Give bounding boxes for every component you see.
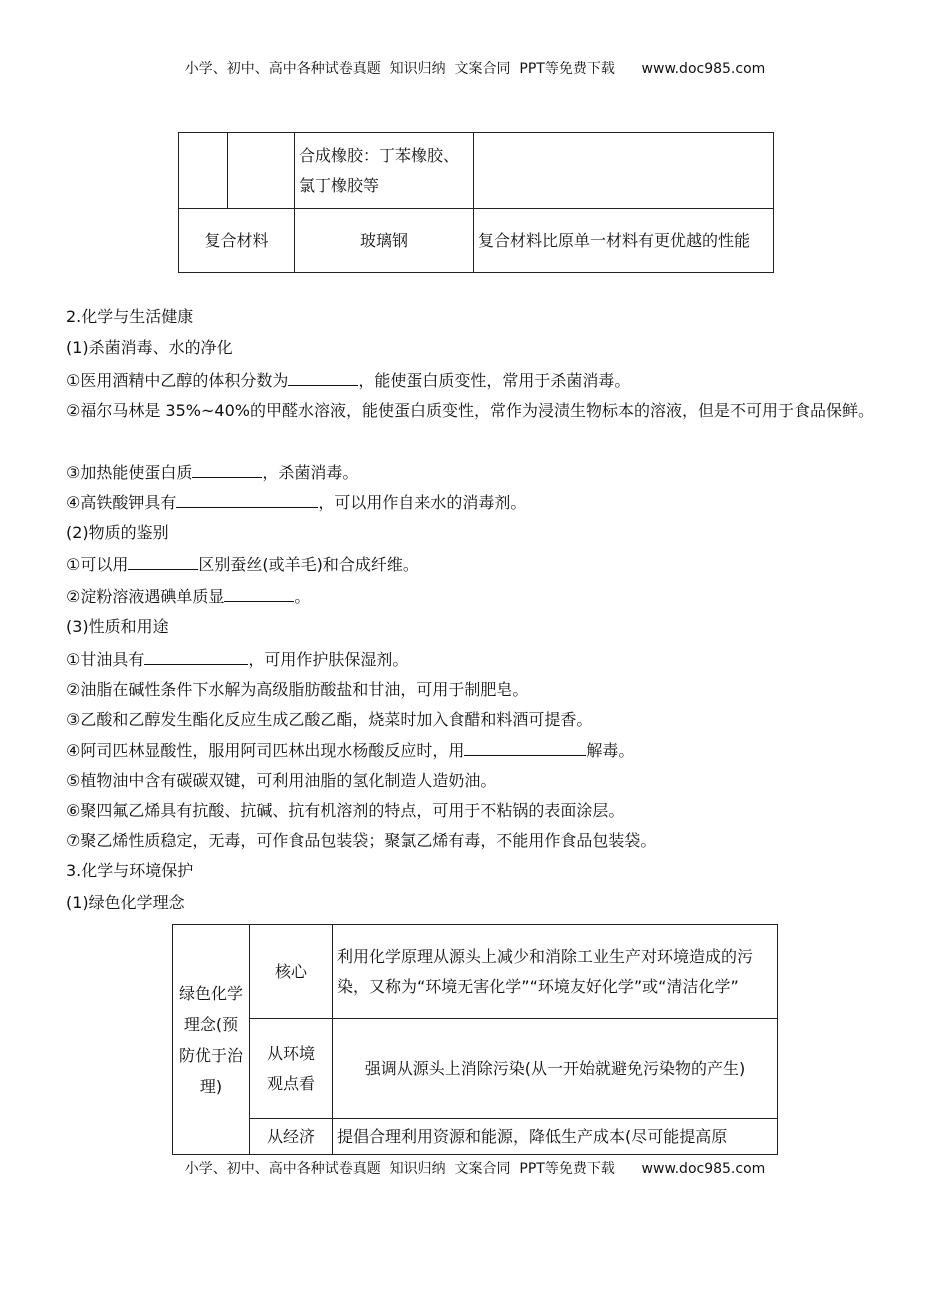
subsection-title: (1)绿色化学理念 [66,893,185,912]
answer-blank [128,551,198,570]
text-line [66,582,886,612]
text: 区别蚕丝(或羊毛)和合成纤维。 [198,555,419,574]
text: ，可用作护肤保湿剂。 [248,650,409,669]
text-line: ②油脂在碱性条件下水解为高级脂肪酸盐和甘油，可用于制肥皂。 [66,680,529,699]
text-line [66,458,886,488]
answer-blank [192,459,262,478]
answer-blank [144,646,248,665]
table-cell: 核心 [250,925,333,1019]
table-cell-empty [474,133,774,209]
table-cell-empty [179,133,228,209]
answer-blank [464,737,586,756]
answer-blank [288,367,358,386]
text: ④高铁酸钾具有 [66,493,177,512]
table-cell: 玻璃钢 [295,209,474,273]
text: 。 [294,587,311,606]
answer-blank [176,489,318,508]
table-cell: 复合材料比原单一材料有更优越的性能 [474,209,774,273]
table-cell: 从经济 [250,1119,333,1155]
section-title: 3.化学与环境保护 [66,861,194,880]
text-line [66,736,886,766]
table-cell-empty [228,133,295,209]
green-chemistry-table [172,924,778,1155]
materials-table [178,132,774,273]
text-line [66,550,886,580]
text-line [66,366,886,396]
text: ①医用酒精中乙醇的体积分数为 [66,371,289,390]
text-line: ⑤植物油中含有碳碳双键，可利用油脂的氢化制造人造奶油。 [66,771,497,790]
text-line: ⑥聚四氟乙烯具有抗酸、抗碱、抗有机溶剂的特点，可用于不粘锅的表面涂层。 [66,801,625,820]
text: ，杀菌消毒。 [262,463,359,482]
text-line [66,488,886,518]
text: ②淀粉溶液遇碘单质显 [66,587,225,606]
subsection-title: (2)物质的鉴别 [66,523,169,542]
text-line: ②福尔马林是 35%~40%的甲醛水溶液，能使蛋白质变性，常作为浸渍生物标本的溶液，但是不可用于食品保鲜。 [66,401,874,420]
table-cell: 利用化学原理从源头上减少和消除工业生产对环境造成的污染，又称为“环境无害化学”“环境友好化学”或“清洁化学” [333,925,778,1019]
text: ③加热能使蛋白质 [66,463,193,482]
table-cell: 复合材料 [179,209,295,273]
page-footer: 小学、初中、高中各种试卷真题 知识归纳 文案合同 PPT等免费下载 www.doc985.com [184,1161,766,1177]
text-line: ⑦聚乙烯性质稳定，无毒，可作食品包装袋；聚氯乙烯有毒，不能用作食品包装袋。 [66,831,657,850]
table-cell: 强调从源头上消除污染(从一开始就避免污染物的产生) [333,1019,778,1119]
table-cell: 从环境观点看 [250,1019,333,1119]
page-header: 小学、初中、高中各种试卷真题 知识归纳 文案合同 PPT等免费下载 www.doc985.com [184,61,766,77]
section-title: 2.化学与生活健康 [66,307,194,326]
text: 解毒。 [586,741,635,760]
text-line [66,645,886,675]
answer-blank [224,583,294,602]
text: ，能使蛋白质变性，常用于杀菌消毒。 [358,371,631,390]
table-cell: 绿色化学理念(预防优于治理) [173,925,250,1155]
table-cell: 提倡合理利用资源和能源，降低生产成本(尽可能提高原 [333,1119,778,1155]
text: ④阿司匹林显酸性，服用阿司匹林出现水杨酸反应时，用 [66,741,465,760]
text: ①可以用 [66,555,129,574]
table-cell: 合成橡胶：丁苯橡胶、氯丁橡胶等 [295,133,474,209]
subsection-title: (3)性质和用途 [66,617,169,636]
text: ①甘油具有 [66,650,145,669]
text-line: ③乙酸和乙醇发生酯化反应生成乙酸乙酯，烧菜时加入食醋和料酒可提香。 [66,710,593,729]
subsection-title: (1)杀菌消毒、水的净化 [66,338,233,357]
text: ，可以用作自来水的消毒剂。 [318,493,527,512]
